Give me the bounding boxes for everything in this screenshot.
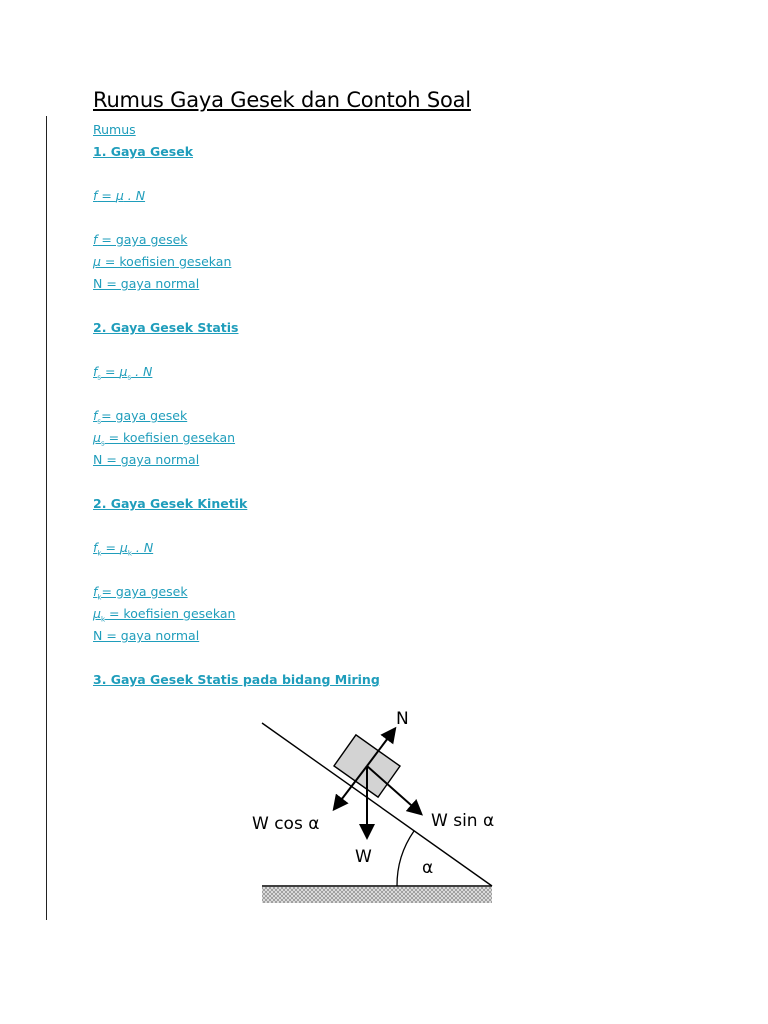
section-heading: 2. Gaya Gesek Kinetik — [93, 496, 248, 511]
subscript: s — [100, 439, 105, 448]
formula-line — [93, 603, 693, 625]
formula-line — [93, 405, 693, 427]
formula-part: f — [93, 232, 98, 247]
formula-part: μ — [93, 254, 101, 269]
blank-line — [93, 559, 693, 581]
formula-part: f — [93, 540, 98, 555]
text-line: N = gaya normal — [93, 276, 200, 291]
formula-part: = gaya gesek — [101, 408, 188, 423]
formula-part: f — [93, 188, 98, 203]
formula-line — [93, 229, 693, 251]
formula-part: f — [93, 364, 98, 379]
label-weight: W — [355, 847, 372, 867]
subscript: k — [127, 549, 132, 558]
text-line: N = gaya normal — [93, 628, 200, 643]
formula-part: . N — [131, 364, 153, 379]
subscript: k — [100, 615, 106, 624]
blank-line — [93, 515, 693, 537]
formula-part: = koefisien gesekan — [100, 254, 232, 269]
formula-part: μ — [119, 540, 128, 555]
formula-part: μ — [93, 606, 101, 621]
subscript: k — [97, 549, 102, 558]
formula-part: μ — [93, 430, 101, 445]
formula-part: = koefisien gesekan — [105, 606, 236, 621]
document-title: Rumus Gaya Gesek dan Contoh Soal — [93, 88, 471, 112]
inclined-plane-diagram — [250, 700, 520, 910]
label-normal: N — [396, 709, 409, 729]
formula-part: = — [101, 540, 120, 555]
document-body — [93, 119, 693, 691]
page-margin-line — [46, 116, 47, 920]
formula-part: . N — [123, 188, 146, 203]
blank-line — [93, 207, 693, 229]
formula-part: = koefisien gesekan — [104, 430, 236, 445]
blank-line — [93, 647, 693, 669]
formula-line — [93, 427, 693, 449]
formula-line — [93, 185, 693, 207]
label-w-cos: W cos α — [252, 814, 320, 834]
text-line: N = gaya normal — [93, 452, 200, 467]
formula-line — [93, 537, 693, 559]
text-line: Rumus — [93, 122, 136, 137]
formula-line — [93, 251, 693, 273]
formula-part: = — [101, 364, 120, 379]
blank-line — [93, 383, 693, 405]
ground-hatch — [262, 887, 492, 903]
blank-line — [93, 295, 693, 317]
formula-line — [93, 581, 693, 603]
formula-part: f — [93, 584, 98, 599]
angle-arc — [397, 831, 414, 886]
label-w-sin: W sin α — [431, 811, 495, 831]
incline-line — [262, 723, 495, 886]
blank-line — [93, 339, 693, 361]
subscript: s — [127, 373, 132, 382]
formula-part: = gaya gesek — [101, 584, 188, 599]
formula-part: . N — [131, 540, 154, 555]
section-heading: 3. Gaya Gesek Statis pada bidang Miring — [93, 672, 380, 687]
subscript: s — [97, 373, 102, 382]
formula-part: = gaya gesek — [97, 232, 188, 247]
section-heading: 1. Gaya Gesek — [93, 144, 194, 159]
formula-part: f — [93, 408, 98, 423]
subscript: s — [97, 417, 102, 426]
formula-part: μ — [119, 364, 128, 379]
subscript: k — [97, 593, 102, 602]
blank-line — [93, 471, 693, 493]
formula-part: = — [97, 188, 116, 203]
formula-part: μ — [115, 188, 124, 203]
label-angle: α — [422, 858, 434, 878]
blank-line — [93, 163, 693, 185]
section-heading: 2. Gaya Gesek Statis — [93, 320, 239, 335]
formula-line — [93, 361, 693, 383]
